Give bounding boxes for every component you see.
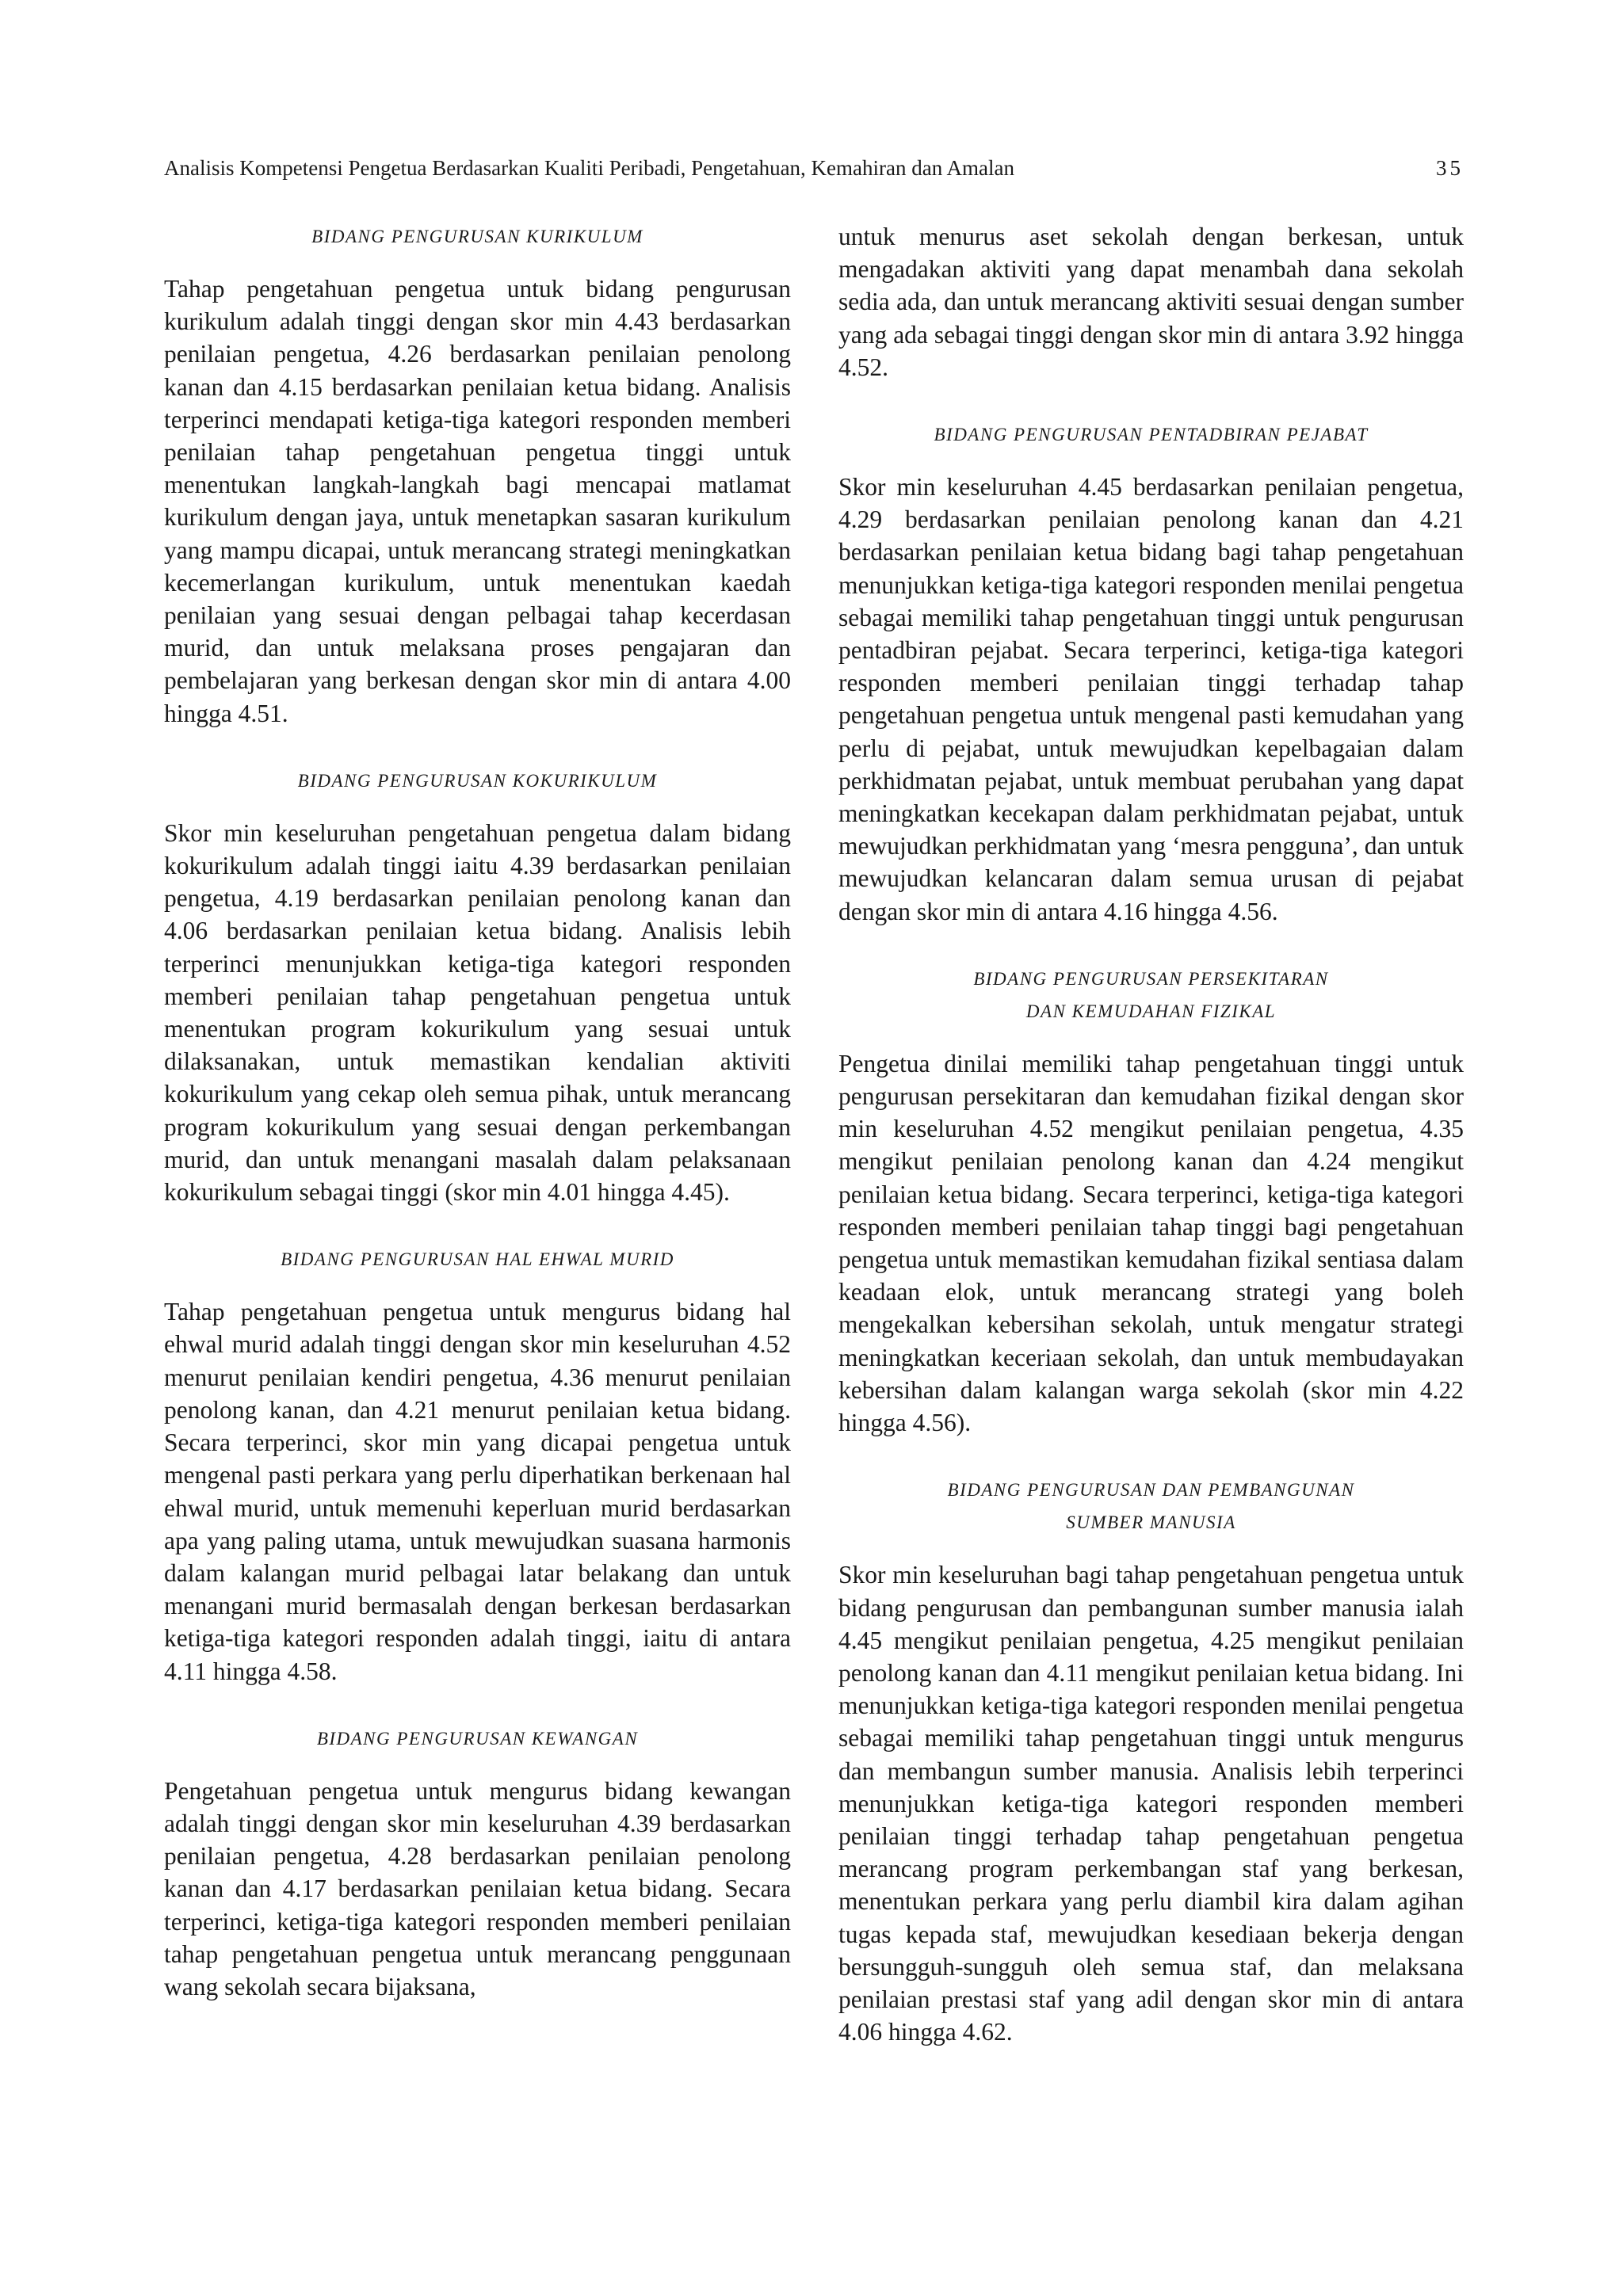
page-number: 35 [1436,156,1464,180]
section-heading: BIDANG PENGURUSAN KEWANGAN [316,1728,639,1749]
section-kewangan [164,1722,791,2003]
section-heading: BIDANG PENGURUSAN KOKURIKULUM [297,770,658,791]
section-body: Tahap pengetahuan pengetua untuk bidang pengurusan kurikulum adalah tinggi dengan skor min 4.43 berdasarkan penilaian pengetua, 4.26 berdasarkan penilaian penolong kanan dan 4.15 berdasarkan penilaian ketua bidang. Analisis terperinci mendapati ketiga-tiga kategori responden memberi penilaian tahap pengetahuan pengetua tinggi untuk menentukan langkah-langkah bagi mencapai matlamat kurikulum dengan jaya, untuk menetapkan sasaran kurikulum yang mampu dicapai, untuk merancang strategi meningkatkan kecemerlangan kurikulum, untuk menentukan kaedah penilaian yang sesuai dengan pelbagai tahap kecerdasan murid, dan untuk melaksana proses pengajaran dan pembelajaran yang berkesan dengan skor min di antara 4.00 hingga 4.51. [164,275,791,727]
section-body: Pengetahuan pengetua untuk mengurus bidang kewangan adalah tinggi dengan skor min keseluruhan 4.39 berdasarkan penilaian pengetua, 4.28 berdasarkan penilaian penolong kanan dan 4.17 berdasarkan penilaian ketua bidang. Secara terperinci, ketiga-tiga kategori responden memberi penilaian tahap pengetahuan pengetua untuk merancang penggunaan wang sekolah secara bijaksana, [164,1776,791,2000]
right-column [838,220,1464,2048]
section-kurikulum [164,220,791,730]
section-hal-ehwal-murid [164,1243,791,1687]
section-heading: BIDANG PENGURUSAN HAL EHWAL MURID [281,1249,674,1270]
section-heading-line: BIDANG PENGURUSAN PERSEKITARAN [973,968,1329,989]
section-heading: BIDANG PENGURUSAN PENTADBIRAN PEJABAT [934,425,1369,445]
continued-paragraph: untuk menurus aset sekolah dengan berkesan, untuk mengadakan aktiviti yang dapat menambah dana sekolah sedia ada, dan untuk merancang aktiviti sesuai dengan sumber yang ada sebagai tinggi dengan skor min di antara 3.92 hingga 4.52. [838,223,1464,381]
section-persekitaran [838,963,1464,1439]
section-heading-line: DAN KEMUDAHAN FIZIKAL [1025,1001,1277,1021]
section-body: Skor min keseluruhan pengetahuan pengetua dalam bidang kokurikulum adalah tinggi iaitu 4.39 berdasarkan penilaian pengetua, 4.19 berdasarkan penilaian penolong kanan dan 4.06 berdasarkan penilaian ketua bidang. Analisis lebih terperinci menunjukkan ketiga-tiga kategori responden memberi penilaian tahap pengetahuan pengetua untuk menentukan program kokurikulum yang sesuai untuk dilaksanakan, untuk memastikan kendalian aktiviti kokurikulum yang cekap oleh semua pihak, untuk merancang program kokurikulum yang sesuai dengan perkembangan murid, dan untuk menangani masalah dalam pelaksanaan kokurikulum sebagai tinggi (skor min 4.01 hingga 4.45). [164,818,791,1207]
section-body: Tahap pengetahuan pengetua untuk mengurus bidang hal ehwal murid adalah tinggi dengan skor min keseluruhan 4.52 menurut penilaian kendiri pengetua, 4.36 menurut penilaian penolong kanan, dan 4.21 menurut penilaian ketua bidang. Secara terperinci, skor min yang dicapai pengetua untuk mengenal pasti perkara yang perlu diperhatikan berkenaan hal ehwal murid, untuk memenuhi keperluan murid berdasarkan apa yang paling utama, untuk mewujudkan suasana harmonis dalam kalangan murid pelbagai latar belakang dan untuk menangani murid bermasalah dengan berkesan berdasarkan ketiga-tiga kategori responden adalah tinggi, iaitu di antara 4.11 hingga 4.58. [164,1298,791,1685]
section-body: Skor min keseluruhan 4.45 berdasarkan penilaian pengetua, 4.29 berdasarkan penilaian penolong kanan dan 4.21 berdasarkan penilaian ketua bidang bagi tahap pengetahuan menunjukkan ketiga-tiga kategori responden menilai pengetua sebagai memiliki tahap pengetahuan tinggi untuk pengurusan pentadbiran pejabat. Secara terperinci, ketiga-tiga kategori responden memberi penilaian tinggi terhadap tahap pengetahuan pengetua untuk mengenal pasti kemudahan yang perlu di pejabat, untuk mewujudkan kepelbagaian dalam perkhidmatan pejabat, untuk membuat perubahan yang dapat meningkatkan kecekapan dalam perkhidmatan pejabat, untuk mewujudkan perkhidmatan yang ‘mesra pengguna’, dan untuk mewujudkan kelancaran dalam semua urusan di pejabat dengan skor min di antara 4.16 hingga 4.56. [838,473,1464,925]
section-body: Skor min keseluruhan bagi tahap pengetahuan pengetua untuk bidang pengurusan dan pembangunan sumber manusia ialah 4.45 mengikut penilaian pengetua, 4.25 mengikut penilaian penolong kanan dan 4.11 mengikut penilaian ketua bidang. Ini menunjukkan ketiga-tiga kategori responden menilai pengetua sebagai memiliki tahap pengetahuan tinggi untuk mengurus dan membangun sumber manusia. Analisis lebih terperinci menunjukkan ketiga-tiga kategori responden memberi penilaian tinggi terhadap tahap pengetahuan pengetua merancang program perkembangan staf yang berkesan, menentukan perkara yang perlu diambil kira dalam agihan tugas kepada staf, mewujudkan kesediaan bekerja dengan bersungguh-sungguh oleh semua staf, dan melaksana penilaian prestasi staf yang adil dengan skor min di antara 4.06 hingga 4.62. [838,1561,1464,2046]
section-heading-line: BIDANG PENGURUSAN DAN PEMBANGUNAN [947,1480,1355,1501]
section-body: Pengetua dinilai memiliki tahap pengetahuan tinggi untuk pengurusan persekitaran dan kemudahan fizikal dengan skor min keseluruhan 4.52 mengikut penilaian pengetua, 4.35 mengikut penilaian penolong kanan dan 4.24 mengikut penilaian ketua bidang. Secara terperinci, ketiga-tiga kategori responden memberi penilaian tahap tinggi bagi pengetahuan pengetua untuk memastikan kemudahan fizikal sentiasa dalam keadaan elok, untuk merancang strategi yang boleh mengekalkan kebersihan sekolah, untuk mengatur strategi meningkatkan keceriaan sekolah, dan untuk membudayakan kebersihan dalam kalangan warga sekolah (skor min 4.22 hingga 4.56). [838,1049,1464,1437]
section-sumber-manusia [838,1474,1464,2048]
left-column [164,220,791,2003]
section-heading-line: SUMBER MANUSIA [1066,1512,1236,1533]
section-pentadbiran-pejabat [838,418,1464,928]
section-kokurikulum [164,765,791,1208]
running-title: Analisis Kompetensi Pengetua Berdasarkan Kualiti Peribadi, Pengetahuan, Kemahiran dan Amalan [164,156,1014,180]
section-heading: BIDANG PENGURUSAN KURIKULUM [311,227,643,246]
running-header [164,152,1464,184]
